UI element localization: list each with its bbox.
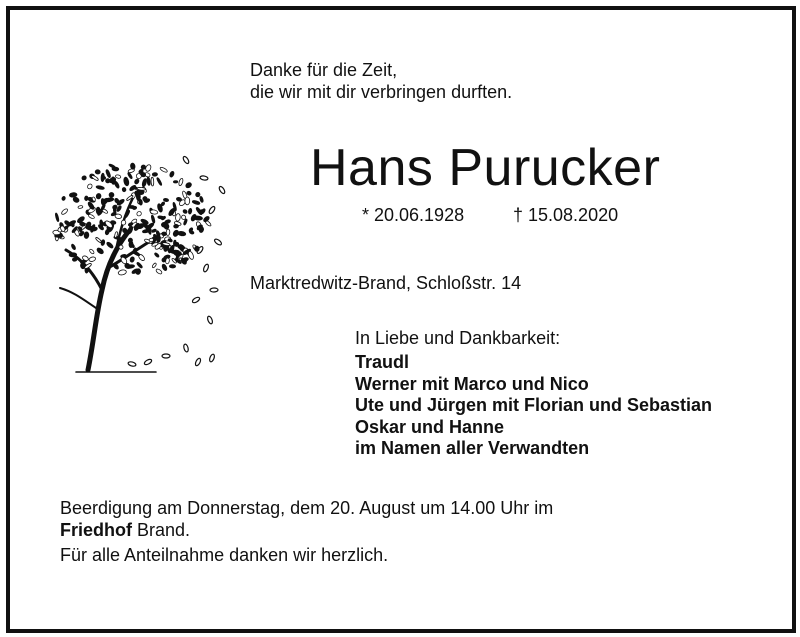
falling-leaf [200, 175, 209, 180]
leaf [189, 230, 194, 234]
leaf [151, 177, 154, 186]
falling-leaf [183, 344, 189, 353]
leaf [69, 192, 77, 197]
falling-leaf [128, 361, 137, 367]
leaf [96, 193, 102, 200]
leaf [186, 191, 192, 196]
leaf [88, 256, 96, 262]
leaf [142, 178, 148, 187]
leaf [129, 256, 135, 262]
falling-leaf [210, 288, 218, 292]
mourner-name: Werner mit Marco und Nico [355, 374, 589, 394]
funeral-place [60, 519, 190, 541]
leaf [194, 216, 203, 221]
funeral-place-rest: Brand. [132, 520, 191, 540]
deceased-name: Hans Purucker [310, 139, 661, 197]
leaf [115, 214, 122, 219]
leaf [175, 213, 180, 221]
leaf [71, 244, 77, 251]
leaf [61, 208, 69, 215]
leaf [89, 249, 95, 255]
falling-leaf [194, 358, 201, 367]
leaf [147, 177, 151, 186]
leaf [156, 235, 160, 243]
address: Marktredwitz-Brand, Schloßstr. 14 [250, 273, 522, 293]
falling-leaf [203, 264, 210, 273]
falling-leaf [208, 206, 216, 215]
leaf [101, 239, 106, 245]
leaf [122, 228, 127, 233]
leaf [199, 196, 203, 203]
quote-line-2: die wir mit dir verbringen durften. [250, 82, 513, 102]
leaf [55, 235, 62, 238]
mourner-name: Traudl [355, 352, 410, 372]
leaf [154, 252, 160, 257]
leaf [137, 187, 146, 190]
leaf [185, 182, 193, 189]
leaf [84, 232, 89, 239]
leaf [87, 183, 93, 190]
leaf [152, 173, 157, 177]
leaf [78, 205, 83, 208]
funeral-thanks: Für alle Anteilnahme danken wir herzlich. [60, 545, 389, 565]
leaf [121, 220, 127, 226]
leaf [181, 215, 186, 220]
leaf [164, 219, 171, 224]
leaf [151, 229, 157, 233]
leaf [105, 229, 110, 235]
leaf [127, 225, 134, 234]
leaf [168, 238, 173, 242]
leaf [173, 180, 178, 183]
tree-with-blowing-leaves-icon [36, 150, 226, 380]
funeral-line-1: Beerdigung am Donnerstag, dem 20. August um 14.00 Uhr im [60, 498, 554, 518]
leaf [95, 170, 100, 175]
leaf [61, 196, 65, 201]
leaf [177, 231, 186, 236]
leaf [156, 177, 162, 186]
leaf [106, 241, 114, 249]
leaf [155, 268, 162, 275]
leaf [55, 213, 60, 222]
leaf [96, 247, 104, 255]
leaf [101, 173, 105, 182]
funeral-place-bold: Friedhof [60, 520, 132, 540]
leaf [161, 264, 168, 272]
leaf [112, 167, 119, 171]
falling-leaf [207, 316, 214, 325]
leaf [136, 262, 143, 269]
leaf [169, 171, 175, 178]
leaf [105, 169, 111, 178]
leaf [84, 196, 88, 201]
leaf [79, 222, 86, 227]
falling-leaf [182, 156, 190, 165]
leaf [118, 269, 127, 276]
leaf [151, 215, 156, 224]
leaf [122, 187, 126, 192]
leaf [109, 192, 115, 198]
leaf [174, 224, 179, 228]
leaf [164, 223, 170, 229]
leaf [129, 184, 137, 191]
leaf [81, 175, 87, 181]
leaf [96, 185, 105, 190]
leaf [188, 208, 192, 214]
falling-leaf [214, 238, 223, 246]
leaf [185, 197, 190, 205]
leaf [182, 209, 187, 214]
leaf [163, 198, 169, 202]
leaf [136, 192, 141, 201]
leaf [69, 253, 77, 258]
falling-leaf [162, 354, 170, 358]
leaf [72, 257, 77, 261]
leaf [136, 211, 142, 217]
leaf [134, 178, 140, 184]
leaf [162, 232, 167, 236]
leaf [115, 174, 121, 178]
leaf [192, 200, 200, 205]
falling-leaf [209, 354, 216, 363]
leaf [152, 263, 157, 269]
birth-date: * 20.06.1928 [362, 205, 465, 225]
leaf [64, 220, 70, 226]
falling-leaf [218, 186, 226, 195]
leaf [178, 178, 184, 186]
mourner-name: Ute und Jürgen mit Florian und Sebastian [355, 395, 713, 415]
leaf [112, 262, 119, 270]
leaf [159, 166, 168, 173]
mourners-intro: In Liebe und Dankbarkeit: [355, 328, 561, 348]
mourner-name: im Namen aller Verwandten [355, 438, 590, 458]
leaf [123, 177, 129, 187]
leaf [88, 214, 95, 220]
leaf [169, 265, 175, 269]
falling-leaf [144, 358, 153, 365]
death-date: † 15.08.2020 [513, 205, 619, 225]
quote-line-1: Danke für die Zeit, [250, 60, 398, 80]
mourner-name: Oskar und Hanne [355, 417, 505, 437]
leaf [128, 238, 133, 243]
falling-leaf [192, 296, 201, 304]
